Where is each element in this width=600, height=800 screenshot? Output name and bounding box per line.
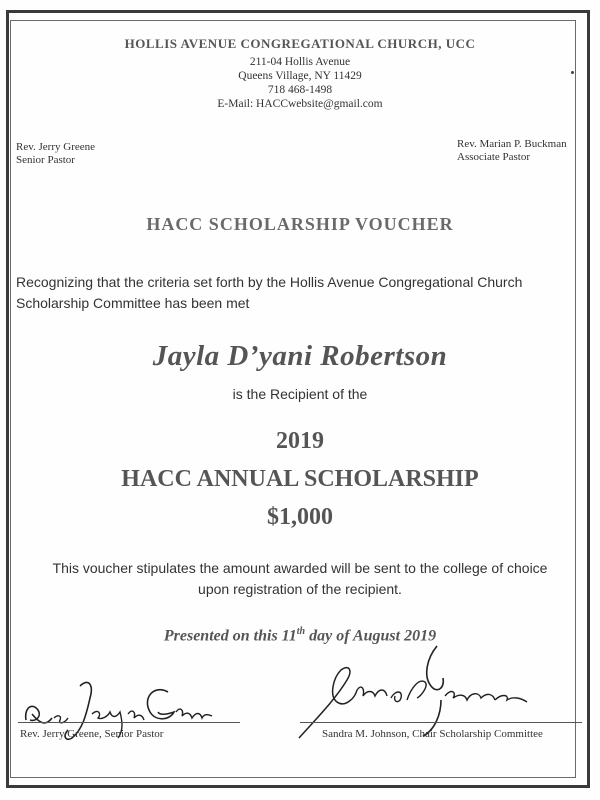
- award-name: HACC ANNUAL SCHOLARSHIP: [121, 466, 479, 492]
- recognition-paragraph: [16, 272, 586, 314]
- recognition-line2: Scholarship Committee has been met: [16, 295, 250, 311]
- senior-pastor-title: Senior Pastor: [16, 154, 75, 166]
- address-line1: 211-04 Hollis Avenue: [249, 56, 351, 68]
- recipient-phrase: is the Recipient of the: [232, 386, 368, 402]
- church-name: HOLLIS AVENUE CONGREGATIONAL CHURCH, UCC: [124, 36, 476, 51]
- stipulation-line2: upon registration of the recipient.: [198, 581, 402, 597]
- recipient-name: Jayla D’yani Robertson: [152, 340, 448, 372]
- presented-prefix: Presented on this 11: [163, 627, 297, 645]
- left-signature-line: [18, 722, 240, 723]
- address-line2: Queens Village, NY 11429: [238, 70, 362, 82]
- senior-pastor-caption: Rev. Jerry Greene, Senior Pastor: [20, 728, 164, 740]
- phone-number: 718 468-1498: [267, 84, 333, 96]
- right-signature-line: [300, 722, 582, 723]
- senior-pastor-name: Rev. Jerry Greene: [16, 141, 95, 153]
- associate-pastor-block: [457, 138, 567, 164]
- email-address: E-Mail: HACCwebsite@gmail.com: [217, 98, 383, 110]
- voucher-title: HACC SCHOLARSHIP VOUCHER: [146, 214, 454, 234]
- committee-chair-caption: Sandra M. Johnson, Chair Scholarship Committee: [322, 728, 543, 740]
- presented-rest: day of August 2019: [305, 627, 437, 645]
- associate-pastor-name: Rev. Marian P. Buckman: [457, 138, 567, 150]
- associate-pastor-title: Associate Pastor: [457, 151, 531, 163]
- award-year: 2019: [276, 428, 324, 454]
- award-amount: $1,000: [267, 504, 333, 530]
- stipulation-line1: This voucher stipulates the amount awarded will be sent to the college of choice: [52, 560, 548, 576]
- senior-pastor-block: [16, 141, 95, 167]
- recognition-line1: Recognizing that the criteria set forth by the Hollis Avenue Congregational Church: [16, 274, 523, 290]
- presented-ordinal: th: [296, 626, 306, 637]
- stipulation-paragraph: [0, 558, 600, 600]
